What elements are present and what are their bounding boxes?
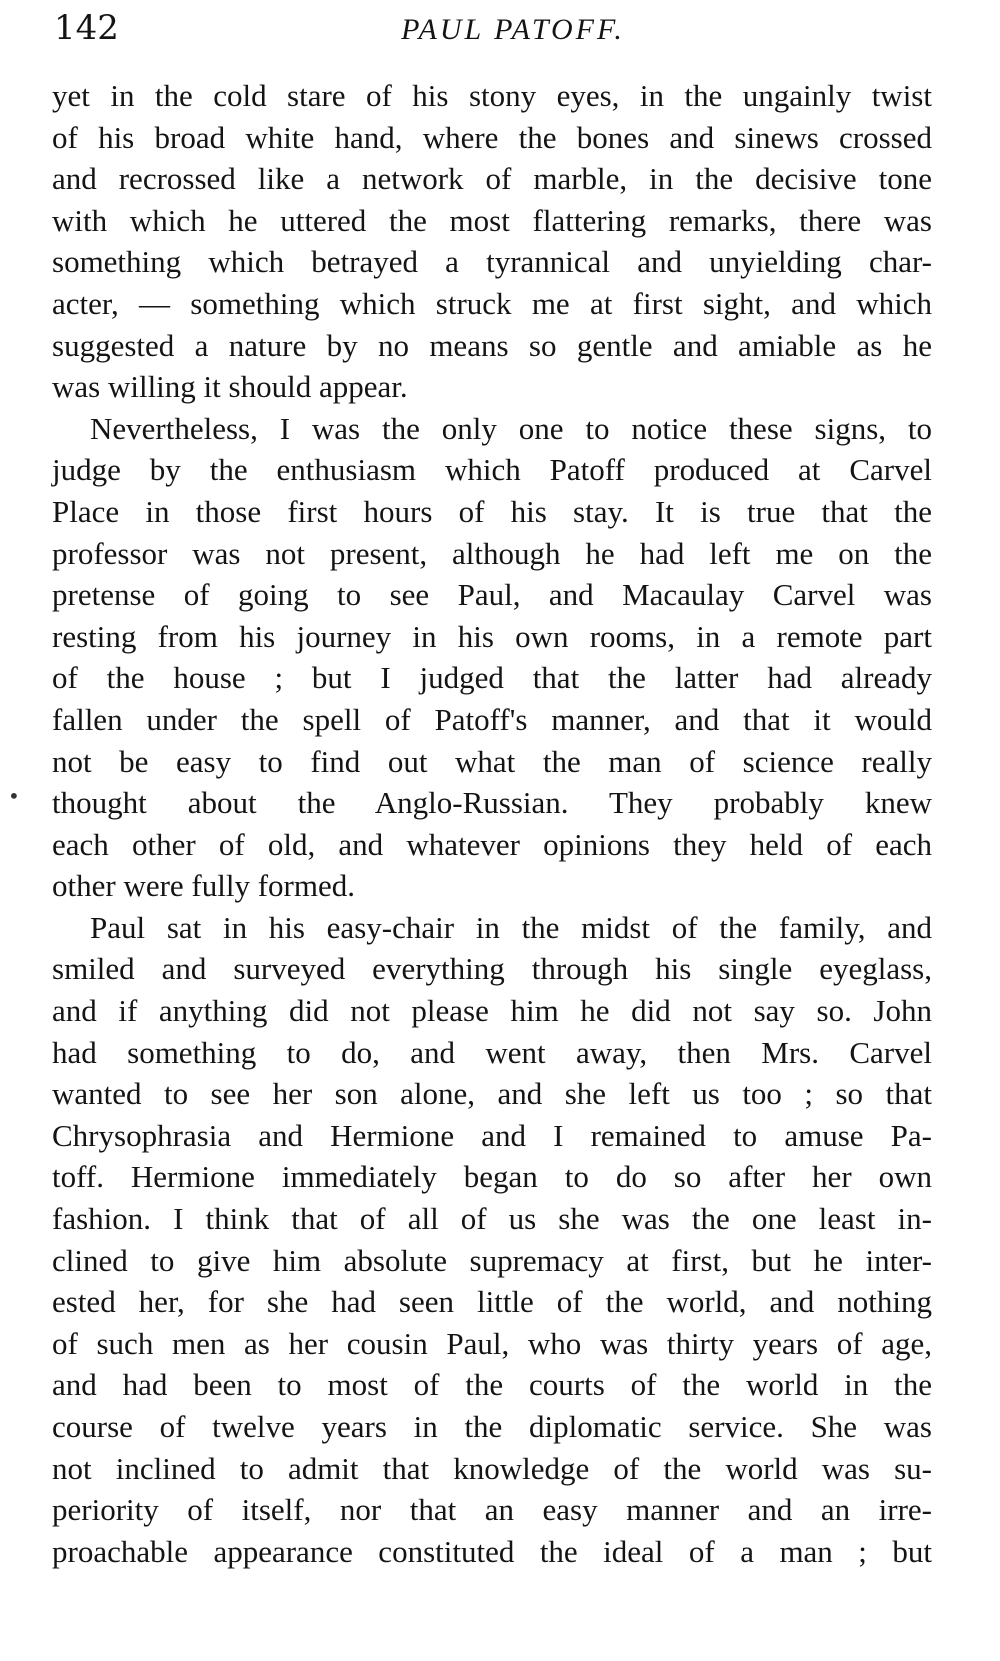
running-head: [48, 6, 978, 50]
text-line: judge by the enthusiasm which Patoff produced at Carvel: [52, 452, 932, 488]
text-line: fallen under the spell of Patoff's manner, and that it would: [52, 701, 932, 737]
text-line: periority of itself, nor that an easy manner and an irre-: [52, 1492, 932, 1528]
paragraph-3: [52, 907, 932, 1573]
text-line: of the house ; but I judged that the latter had already: [52, 660, 932, 696]
text-line: with which he uttered the most flattering remarks, there was: [52, 202, 932, 238]
text-line: Nevertheless, I was the only one to notice these signs, to: [90, 410, 932, 446]
text-line: acter, — something which struck me at first sight, and which: [52, 285, 932, 321]
text-line: wanted to see her son alone, and she left us too ; so that: [52, 1076, 932, 1112]
book-title: PAUL PATOFF.: [401, 13, 625, 46]
text-line: yet in the cold stare of his stony eyes, in the ungainly twist: [52, 78, 932, 113]
text-line: of such men as her cousin Paul, who was thirty years of age,: [52, 1325, 932, 1361]
text-line: pretense of going to see Paul, and Macaulay Carvel was: [52, 577, 932, 613]
text-line: of his broad white hand, where the bones and sinews crossed: [52, 119, 932, 155]
body-text: [52, 75, 932, 1572]
text-line: ested her, for she had seen little of the world, and nothing: [52, 1284, 932, 1320]
text-line: Chrysophrasia and Hermione and I remained to amuse Pa-: [52, 1117, 932, 1153]
text-line: had something to do, and went away, then Mrs. Carvel: [52, 1034, 932, 1070]
text-line: course of twelve years in the diplomatic service. She was: [52, 1409, 932, 1444]
text-line: fashion. I think that of all of us she was the one least in-: [52, 1201, 932, 1237]
page-number: 142: [54, 8, 119, 48]
text-line: and had been to most of the courts of the world in the: [52, 1367, 932, 1403]
text-line: thought about the Anglo-Russian. They probably knew: [52, 785, 932, 821]
text-line: Place in those first hours of his stay. It is true that the: [52, 493, 932, 529]
text-line: other were fully formed.: [52, 868, 355, 904]
text-line: was willing it should appear.: [52, 369, 408, 405]
text-line: and recrossed like a network of marble, in the decisive tone: [52, 161, 932, 197]
text-line: something which betrayed a tyrannical and unyielding char-: [52, 244, 932, 280]
paragraph-2: [52, 408, 932, 907]
text-line: smiled and surveyed everything through his single eyeglass,: [52, 951, 932, 987]
text-line: not be easy to find out what the man of science really: [52, 743, 932, 779]
text-line: resting from his journey in his own rooms, in a remote part: [52, 618, 932, 654]
text-line: suggested a nature by no means so gentle and amiable as he: [52, 327, 932, 363]
text-line: each other of old, and whatever opinions they held of each: [52, 826, 932, 862]
text-line: and if anything did not please him he did not say so. John: [52, 993, 932, 1029]
text-line: toff. Hermione immediately began to do so after her own: [52, 1159, 932, 1195]
text-line: Paul sat in his easy-chair in the midst of the family, and: [90, 909, 932, 945]
text-line: clined to give him absolute supremacy at first, but he inter-: [52, 1242, 932, 1278]
text-line: not inclined to admit that knowledge of the world was su-: [52, 1450, 932, 1486]
text-line: professor was not present, although he had left me on the: [52, 535, 932, 571]
paragraph-1: [52, 75, 932, 408]
text-line: proachable appearance constituted the ideal of a man ; but: [52, 1533, 932, 1569]
margin-mark: •: [8, 784, 20, 808]
